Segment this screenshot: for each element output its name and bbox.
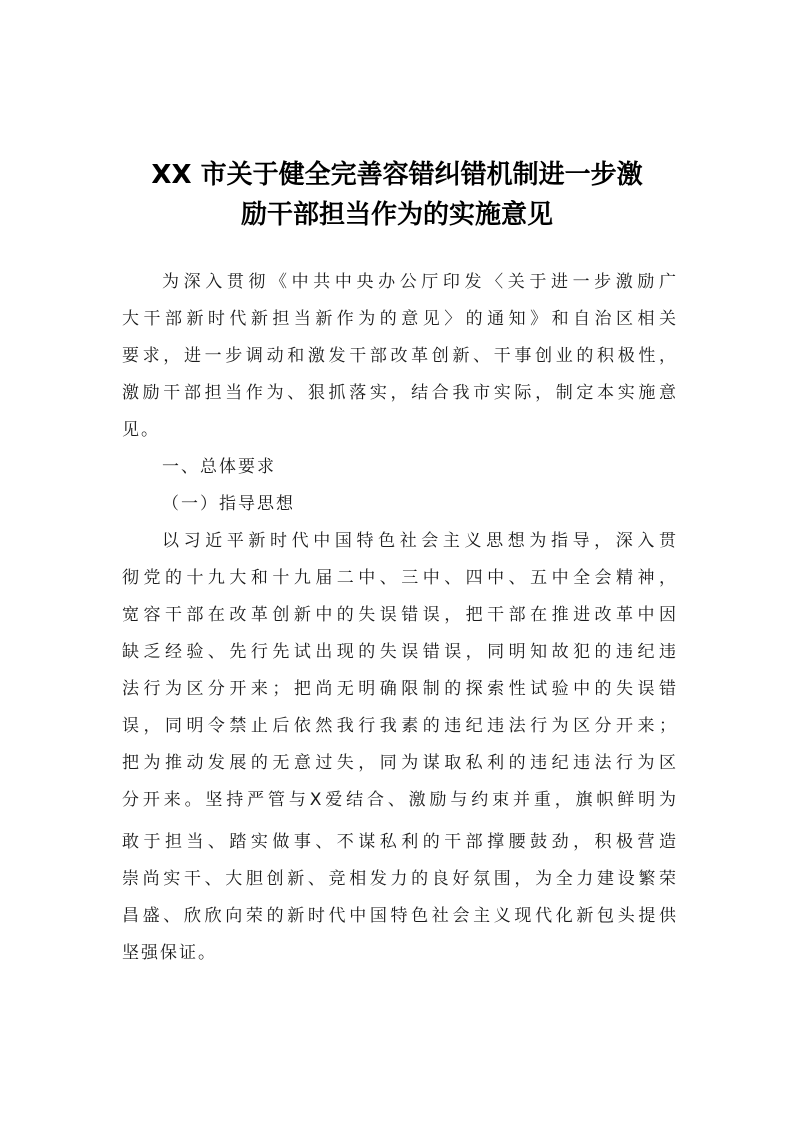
paragraph-guidance-line-10: 崇尚实干、大胆创新、竞相发力的良好氛围，为全力建设繁荣 — [122, 869, 678, 889]
subsection-heading-1: （一）指导思想 — [162, 494, 295, 514]
paragraph-guidance-line-9: 敢于担当、踏实做事、不谋私利的干部撑腰鼓劲，积极营造 — [122, 832, 678, 852]
paragraph-guidance-line-8: 分开来。坚持严管与X爱结合、激励与约束并重，旗帜鲜明为 — [122, 790, 678, 810]
paragraph-guidance-line-3: 宽容干部在改革创新中的失误错误，把干部在推进改革中因 — [122, 605, 678, 625]
document-title-line-1: XX 市关于健全完善容错纠错机制进一步激 — [151, 160, 643, 190]
paragraph-guidance-line-7: 把为推动发展的无意过失，同为谋取私利的违纪违法行为区 — [122, 753, 678, 773]
paragraph-intro-line-3: 要求，进一步调动和激发干部改革创新、干事创业的积极性， — [122, 346, 678, 366]
section-heading-1: 一、总体要求 — [162, 457, 276, 477]
document-title-line-2: 励干部担当作为的实施意见 — [240, 200, 553, 230]
paragraph-guidance-line-11: 昌盛、欣欣向荣的新时代中国特色社会主义现代化新包头提供 — [122, 906, 678, 926]
paragraph-guidance-line-6: 误，同明令禁止后依然我行我素的违纪违法行为区分开来； — [122, 716, 678, 736]
paragraph-guidance-line-4: 缺乏经验、先行先试出现的失误错误，同明知故犯的违纪违 — [122, 642, 678, 662]
paragraph-intro-line-1: 为深入贯彻《中共中央办公厅印发〈关于进一步激励广 — [162, 272, 678, 292]
paragraph-intro-line-5: 见。 — [122, 420, 160, 440]
paragraph-guidance-line-5: 法行为区分开来；把尚无明确限制的探索性试验中的失误错 — [122, 679, 678, 699]
paragraph-intro-line-2: 大干部新时代新担当新作为的意见〉的通知》和自治区相关 — [122, 309, 678, 329]
paragraph-guidance-line-1: 以习近平新时代中国特色社会主义思想为指导，深入贯 — [162, 531, 678, 551]
paragraph-guidance-line-12: 坚强保证。 — [122, 943, 217, 963]
paragraph-intro-line-4: 激励干部担当作为、狠抓落实，结合我市实际，制定本实施意 — [122, 383, 678, 403]
paragraph-guidance-line-2: 彻党的十九大和十九届二中、三中、四中、五中全会精神， — [122, 568, 678, 588]
